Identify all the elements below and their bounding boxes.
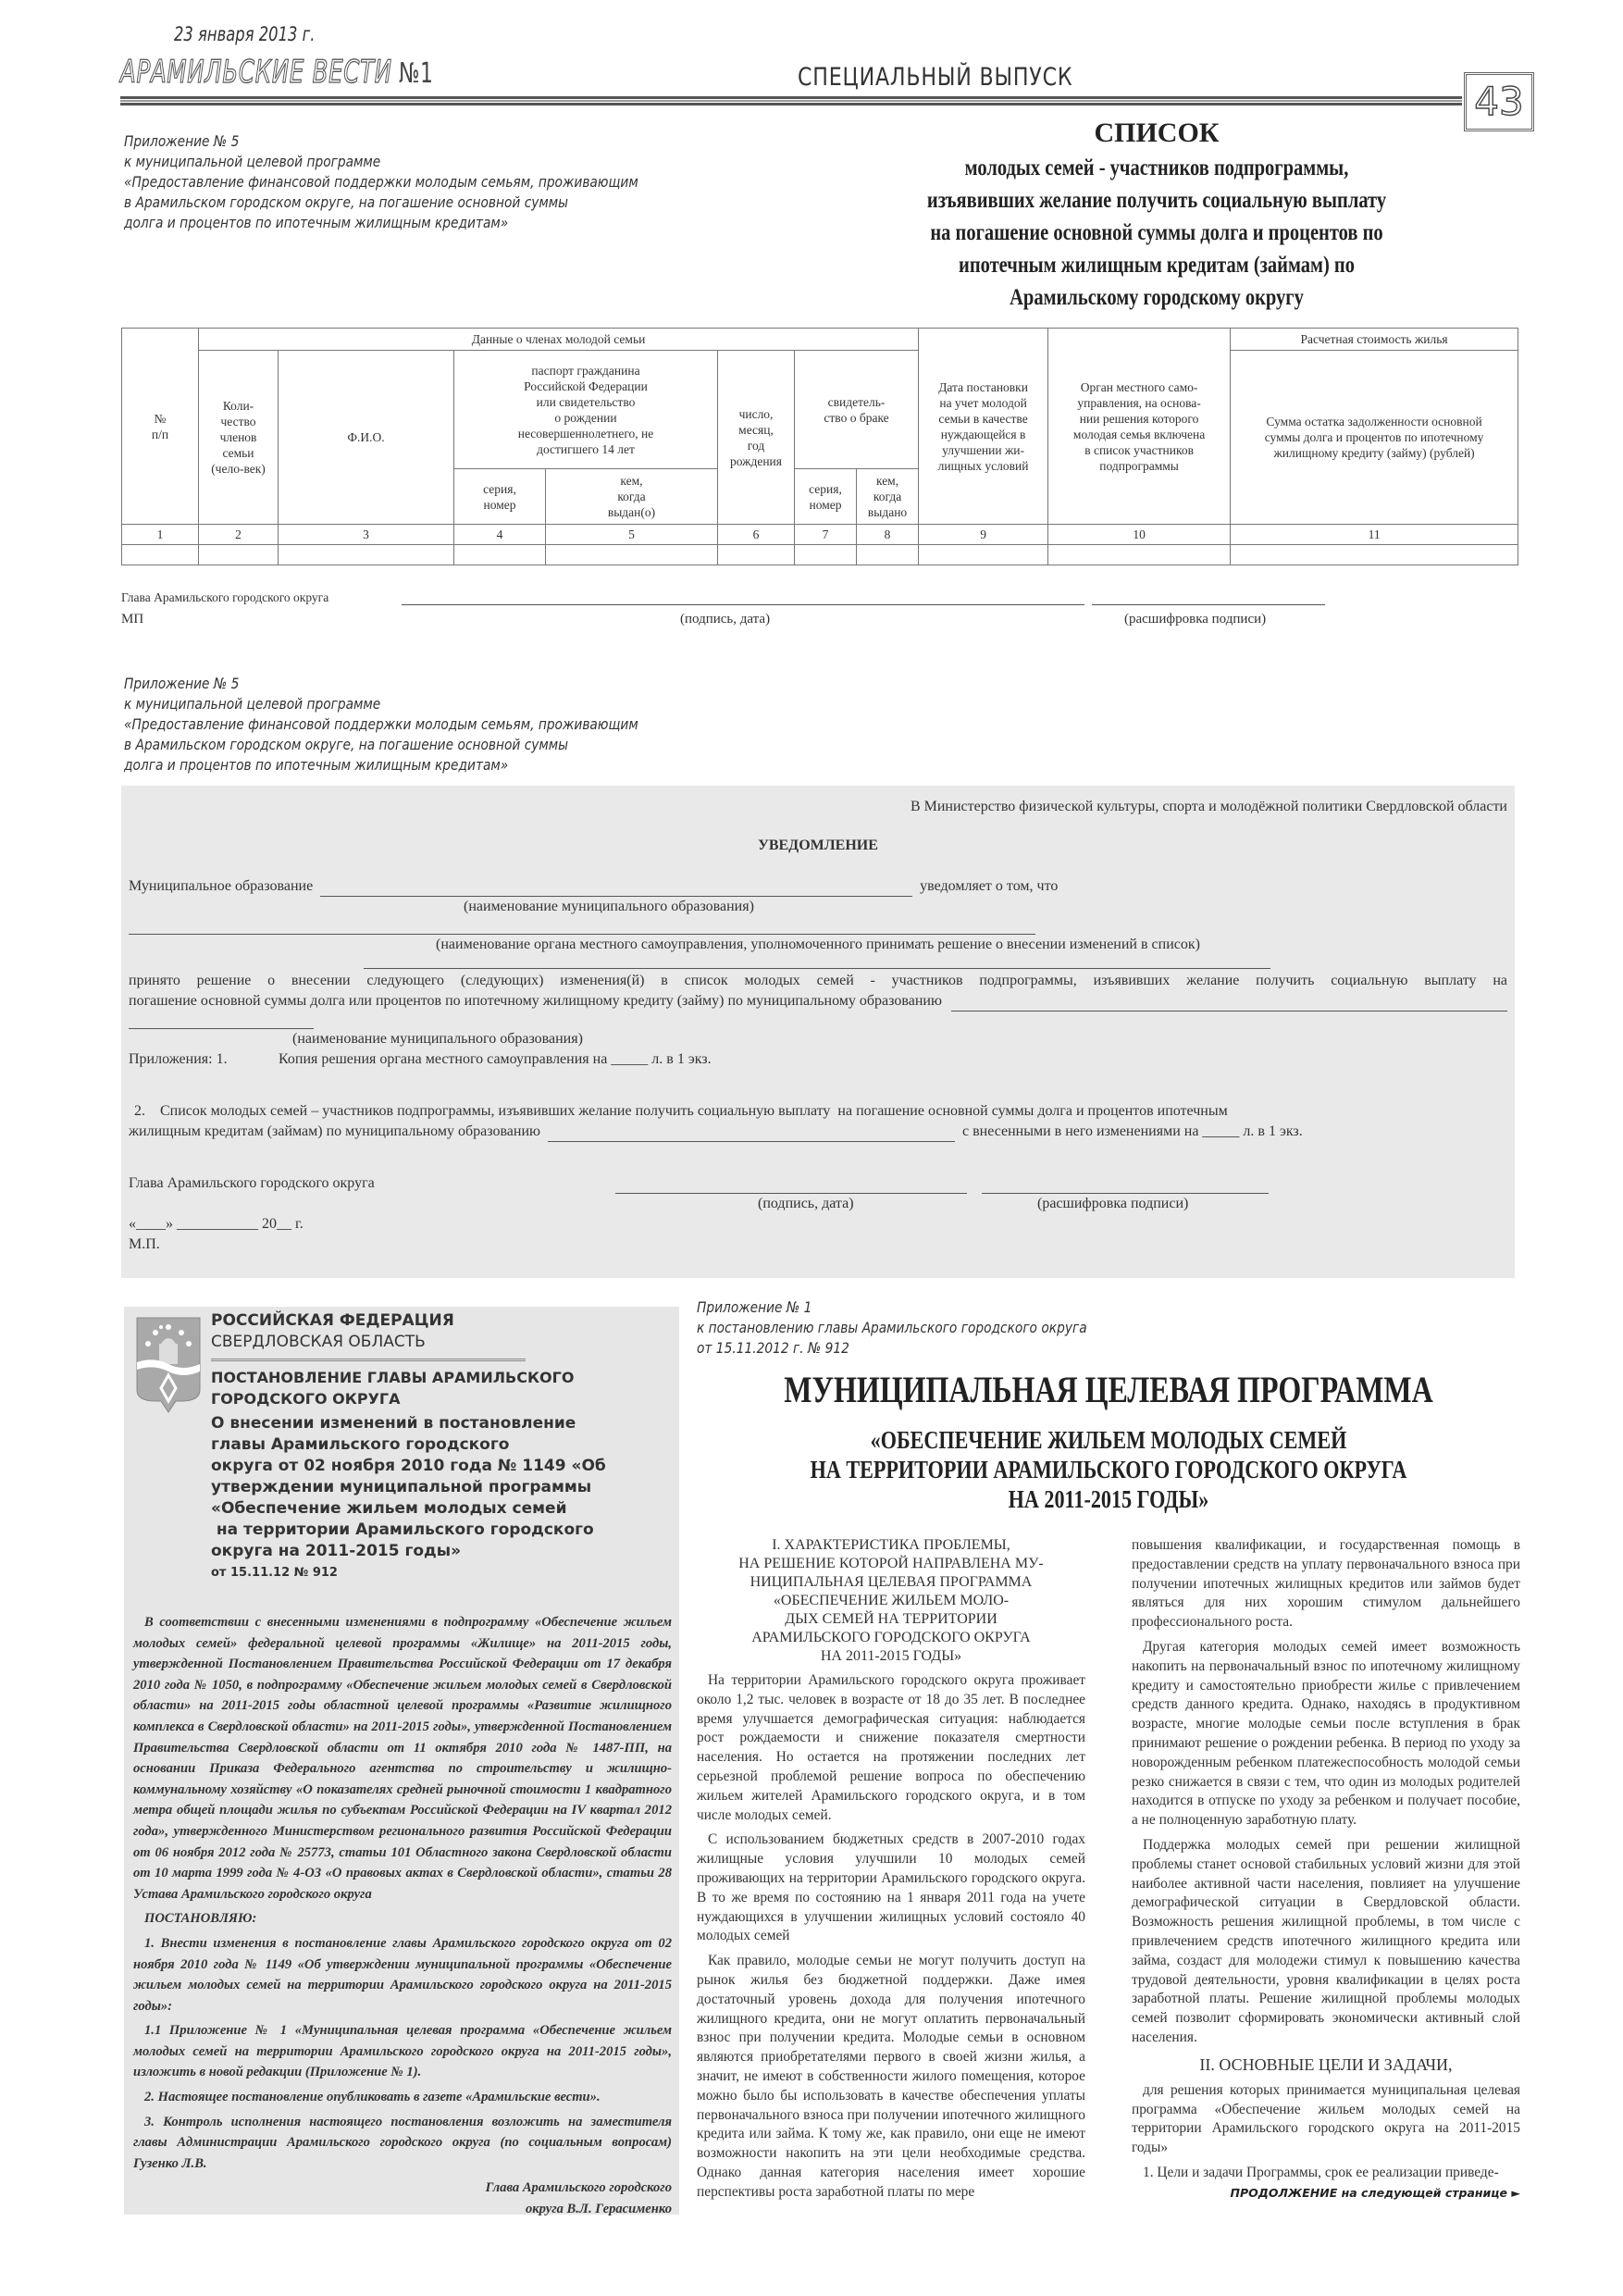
column-number: 2 [199,525,279,545]
notice-decision-line2: погашение основной суммы долга или процентов по ипотечному жилищному кредиту (займу) по муниципальному образованию [129,993,942,1009]
list-subtitle-line: ипотечным жилищным кредитам (займам) по [959,253,1355,278]
decree-date-number: от 15.11.12 № 912 [211,1566,338,1580]
notice-signature-hint: (подпись, дата) [758,1196,854,1211]
program-appendix-note [697,1297,1405,1359]
appendix-note-middle [124,674,638,776]
mo-name-field-2 [951,998,1507,1011]
coat-of-arms-emblem [135,1316,202,1414]
list-title-block [814,115,1499,314]
header-registration-date: Дата постановки на учет молодой семьи в качестве нуждающейся в улучшении жи- лищных условий [919,329,1048,525]
program-column-1 [697,1536,1085,2208]
list-subtitle-line: молодых семей - участников подпрограммы, [964,155,1349,180]
header-debt-sum: Сумма остатка задолженности основной суммы долга и процентов по ипотечному жилищному кредиту (займу) (рублей) [1231,351,1518,525]
notification-form [121,786,1515,1278]
column-number: 6 [718,525,795,545]
column-number: 7 [795,525,857,545]
appendix-line: «Предоставление финансовой поддержки молодым семьям, проживающим [124,715,638,733]
notice-mo-hint: (наименование муниципального образования) [464,899,754,914]
attachment-2-line1: 2. Список молодых семей – участников подпрограммы, изъявивших желание получить социальную выплату на погашение основной суммы долга и процентов ипотечным [134,1103,1228,1119]
signature-block [121,587,1343,627]
notice-mo-tail: уведомляет о том, что [920,878,1059,894]
mo-name-field-3 [129,1011,314,1029]
header-marriage-series: серия, номер [795,469,857,525]
decree-subject-line: округа от 02 ноября 2010 года № 1149 «Об [211,1457,606,1475]
appendix-line: в Арамильском городском округе, на погашение основной суммы [124,736,569,753]
notice-title: УВЕДОМЛЕНИЕ [758,838,878,853]
continued-next-page-link[interactable]: ПРОДОЛЖЕНИЕ на следующей странице ► [1230,2185,1520,2200]
program-paragraph: Как правило, молодые семьи не могут получить доступ на рынок жилья без бюджетной поддержки. Даже имея достаточный уровень дохода для получения ипотечного жилищного кредита, они не могут оплатить первоначальный взнос при получении кредита. Молодые семьи в основном являются приобретателями первого в своей жизни жилья, а значит, не имеют в собственности жилого помещения, которое можно было бы использовать в качестве обеспечения уплаты первоначального взноса при получении ипотечного жилищного кредита или займа. К тому же, как правило, они еще не имеют возможности накопить на эти цели необходимые средства. Однако данная категория населения имеет хорошие перспективы роста заработной платы по мере [697,1953,1085,2200]
appendix-line: «Предоставление финансовой поддержки молодым семьям, проживающим [124,173,638,191]
notice-mo-label: Муниципальное образование [129,878,314,894]
list-title: СПИСОК [1094,118,1220,148]
notice-stamp-label: М.П. [129,1236,160,1252]
notice-mo-hint-2: (наименование муниципального образования) [292,1031,583,1047]
decree-header [211,1310,674,1582]
decree-signature-line: Глава Арамильского городского [485,2180,672,2196]
decree-subject-line: главы Арамильского городского [211,1435,510,1454]
column-numbers-row [122,525,1518,545]
program-column-2 [1132,1536,1520,2208]
program-subtitle-line: «ОБЕСПЕЧЕНИЕ ЖИЛЬЕМ МОЛОДЫХ СЕМЕЙ [870,1426,1347,1454]
decree-divider [211,1359,526,1361]
decree-type-line: ГОРОДСКОГО ОКРУГА [211,1390,401,1408]
header-passport-issued: кем, когда выдан(о) [546,469,718,525]
attachment-2-tail: с внесенными в него изменениями на _____ л. в 1 экз. [961,1123,1303,1139]
program-subtitle-line: НА ТЕРРИТОРИИ АРАМИЛЬСКОГО ГОРОДСКОГО ОКРУГА [810,1456,1407,1483]
program-paragraph: Другая категория молодых семей имеет возможность накопить на первоначальный взнос по ипотечному жилищному кредиту и самостоятельно приобрести жилье с привлечением средств данного кредита. Однако, находясь в продуктивном возрасте, многие молодые семьи после вступления в брак принимают решение о рождении ребенка. В период по уходу за новорожденным ребенком платежеспособность молодой семьи резко снижается в связи с тем, что один из молодых родителей находится в отпуске по уходу за ребенком и получает пособие, а не полноценную заработную плату. [1132,1638,1520,1829]
decree-subject-line: округа на 2011-2015 годы» [211,1542,462,1560]
decree-signature [133,2178,672,2219]
column-number: 3 [279,525,454,545]
newspaper-masthead [120,54,434,93]
header-passport-series: серия, номер [454,469,546,525]
header-local-authority: Орган местного само- управления, на основа- нии решения которого молодая семья включена в список участников подпрограммы [1048,329,1231,525]
header-number: № п/п [122,329,199,525]
header-marriage-issued: кем, когда выдано [857,469,919,525]
section-title: СПЕЦИАЛЬНЫЙ ВЫПУСК [798,63,1073,92]
empty-table-row [122,545,1518,565]
decree-block [124,1307,679,2215]
program-paragraph: Поддержка молодых семей при решении жилищной проблемы станет основой стабильных условий жизни для этой наиболее активной части населения, повлияет на улучшение демографической ситуации в Свердловской области. Возможность решения жилищной проблемы, в том числе с привлечением средств ипотечного жилищного кредита или займа, создаст для молодежи стимул к повышению качества трудовой деятельности, уровня квалификации в целях роста заработной платы. Решение жилищной проблемы молодых семей позволит сформировать экономически активный слой населения. [1132,1836,1520,2045]
mo-name-field-4 [548,1128,955,1142]
notice-head-label: Глава Арамильского городского округа [129,1175,375,1191]
program-paragraph: На территории Арамильского городского округа проживает около 1,2 тыс. человек в возрасте от 18 до 35 лет. В последнее время улучшается демографическая ситуация: наблюдается рост рождаемости и снижение показателя смертности населения. Но остается на протяжении последних лет серьезной проблемой решение вопроса по обеспечению жильем жителей Арамильского городского округа, и в том числе молодых семей. [697,1672,1085,1823]
column-number: 10 [1048,525,1231,545]
notice-date-line: «____» ___________ 20__ г. [129,1216,304,1232]
decree-paragraph: В соответствии с внесенными изменениями в подпрограмму «Обеспечение жильем молодых семей» федеральной целевой программы «Жилище» на 2011-2015 годы, утвержденной Постановлением Правительства Российской Федерации от 17 декабря 2010 года № 1050, в подпрограмму «Обеспечение жильем молодых семей в Свердловской области» на 2011-2015 годы областной целевой программы «Развитие жилищного комплекса в Свердловской области» на 2011-2015 годы», утвержденной Постановлением Правительства Свердловской области от 11 октября 2010 года № 1487-ПП, на основании Приказа Федерального агентства по строительству и жилищно-коммунальному хозяйству «О показателях средней рыночной стоимости 1 квадратного метра общей площади жилья по субъектам Российской Федерации на IV квартал 2012 года», утвержденного Министерством регионального развития Российской Федерации от 06 ноября 2012 года № 25773, статьи 101 Областного закона Свердловской области от 10 марта 1999 года № 4-ОЗ «О правовых актах в Свердловской области», статьи 28 Устава Арамильского городского округа [133,1615,672,1902]
decree-body [133,1612,672,2220]
appendix-line: к муниципальной целевой программе [124,695,381,713]
notice-addressee: В Министерство физической культуры, спорта и молодёжной политики Свердловской области [910,799,1507,814]
issue-number: №1 [398,57,434,90]
program-paragraph: С использованием бюджетных средств в 2007-2010 годах жилищные условия улучшили 10 молодых семей проживающих на территории Арамильского городского округа. В то же время по состоянию на 1 января 2011 года на учете нуждающихся в улучшении жилищных условий состояло 40 молодых семей [697,1831,1085,1944]
decree-paragraph: 1.1 Приложение № 1 «Муниципальная целевая программа «Обеспечение жильем молодых семей на территории Арамильского городского округа на 2011-2015 годы», изложить в новой редакции (Приложение № 1). [133,2023,672,2080]
decree-paragraph: 2. Настоящее постановление опубликовать в газете «Арамильские вести». [144,2090,601,2105]
header-marriage-cert: свидетель- ство о браке [795,351,919,469]
organ-name-field [129,917,1035,935]
decree-subject-line: на территории Арамильского городского [211,1520,594,1539]
program-block [697,1297,1520,2208]
appendix-line: Приложение № 5 [124,675,240,692]
header-family-data: Данные о членах молодой семьи [199,329,919,351]
column-number: 11 [1231,525,1518,545]
list-subtitle-line: Арамильскому городскому округу [1010,285,1304,310]
decree-resolve: ПОСТАНОВЛЯЮ: [144,1911,257,1927]
changes-field [364,955,1270,969]
appendix-line: к постановлению главы Арамильского городского округа [697,1319,1087,1336]
page-number: 43 [1464,72,1534,131]
decree-subject-line: утверждении муниципальной программы [211,1478,592,1496]
section-2-heading: II. ОСНОВНЫЕ ЦЕЛИ И ЗАДАЧИ, [1199,2054,1453,2074]
program-paragraph: для решения которых принимается муниципальная целевая программа «Обеспечение жильем молодых семей на территории Арамильского городского округа на 2011-2015 годы» [1132,2081,1520,2156]
signature-date-hint: (подпись, дата) [680,612,771,627]
header-member-count: Коли- чество членов семьи (чело-век) [199,351,279,525]
notice-decode-line [982,1180,1269,1194]
decree-paragraph: 3. Контроль исполнения настоящего постановления возложить на заместителя главы Администрации Арамильского городского округа (по социальным вопросам) Гузенко Л.В. [133,2114,672,2171]
appendix-line: Приложение № 1 [697,1298,812,1316]
list-subtitle-line: изъявивших желание получить социальную выплату [926,188,1387,213]
decree-country: РОССИЙСКАЯ ФЕДЕРАЦИЯ [211,1311,454,1330]
column-number: 1 [122,525,199,545]
signature-decode-hint: (расшифровка подписи) [1124,612,1267,627]
list-subtitle-line: на погашение основной суммы долга и процентов по [930,220,1383,245]
program-paragraph: 1. Цели и задачи Программы, срок ее реализации приведе- [1143,2164,1499,2180]
header-rule [120,96,1462,105]
attachment-2-line2: жилищным кредитам (займам) по муниципальному образованию [129,1123,540,1139]
stamp-label: МП [121,612,144,627]
decree-signature-line: округа В.Л. Герасименко [525,2202,672,2217]
signature-decode-line [1092,591,1325,605]
attachment-1: Копия решения органа местного самоуправления на _____ л. в 1 экз. [279,1051,712,1067]
appendix-line: от 15.11.2012 г. № 912 [697,1339,849,1357]
header-housing-cost: Расчетная стоимость жилья [1231,329,1518,351]
program-paragraph: повышения квалификации, и государственная помощь в предоставлении средств на уплату первоначального взноса при получении ипотечных жилищных кредитов или займов будет являться для них хорошим стимулом дальнейшего профессионального роста. [1132,1537,1520,1631]
decree-subject-line: «Обеспечение жильем молодых семей [211,1499,567,1518]
attachments-label: Приложения: 1. [129,1051,228,1067]
header-birth-date: число, месяц, год рождения [718,351,795,525]
program-title: МУНИЦИПАЛЬНАЯ ЦЕЛЕВАЯ ПРОГРАММА [784,1369,1433,1410]
appendix-line: к муниципальной целевой программе [124,153,381,170]
signature-head-label: Глава Арамильского городского округа [121,590,329,604]
decree-type-line: ПОСТАНОВЛЕНИЕ ГЛАВЫ АРАМИЛЬСКОГО [211,1369,575,1386]
signature-line [402,591,1084,605]
issue-date: 23 января 2013 г. [174,23,316,45]
column-number: 8 [857,525,919,545]
column-number: 9 [919,525,1048,545]
appendix-line: долга и процентов по ипотечным жилищным кредитам» [124,214,509,231]
column-number: 5 [546,525,718,545]
program-subtitle-line: НА 2011-2015 ГОДЫ» [1008,1485,1209,1513]
section-1-heading: I. ХАРАКТЕРИСТИКА ПРОБЛЕМЫ, НА РЕШЕНИЕ КОТОРОЙ НАПРАВЛЕНА МУ- НИЦИПАЛЬНАЯ ЦЕЛЕВАЯ ПРОГРАММА «ОБЕСПЕЧЕНИЕ ЖИЛЬЕМ МОЛО- ДЫХ СЕМЕЙ НА ТЕРРИТОРИИ АРАМИЛЬСКОГО ГОРОДСКОГО ОКРУГА НА 2011-2015 ГОДЫ» [738,1537,1044,1664]
notice-decision-line1: принято решение о внесении следующего (следующих) изменения(й) в список молодых семей - участников подпрограммы, изъявивших желание получить социальную выплату на [129,973,1507,988]
decree-paragraph: 1. Внести изменения в постановление главы Арамильского городского округа от 02 ноября 2010 года № 1149 «Об утверждении муниципальной программы «Обеспечение жильем молодых семей на территории Арамильского городского округа на 2011-2015 годы»: [133,1935,672,2014]
appendix-line: Приложение № 5 [124,132,240,150]
header-passport: паспорт гражданина Российской Федерации или свидетельство о рождении несовершеннолетнего, не достигшего 14 лет [454,351,718,469]
notice-organ-hint: (наименование органа местного самоуправления, уполномоченного принимать решение о внесении изменений в список) [436,937,1200,952]
appendix-line: в Арамильском городском округе, на погашение основной суммы [124,193,569,211]
families-list-table [121,328,1518,565]
appendix-note-top [124,131,638,233]
appendix-line: долга и процентов по ипотечным жилищным кредитам» [124,756,509,774]
decree-region: СВЕРДЛОВСКАЯ ОБЛАСТЬ [211,1333,426,1351]
program-subtitle [771,1425,1446,1514]
header-fio: Ф.И.О. [279,351,454,525]
decree-subject-line: О внесении изменений в постановление [211,1414,576,1433]
mo-name-field [320,883,912,897]
notice-signature-line [615,1180,967,1194]
notice-decode-hint: (расшифровка подписи) [1037,1196,1189,1211]
newspaper-name: АРАМИЛЬСКИЕ ВЕСТИ [120,54,392,91]
column-number: 4 [454,525,546,545]
